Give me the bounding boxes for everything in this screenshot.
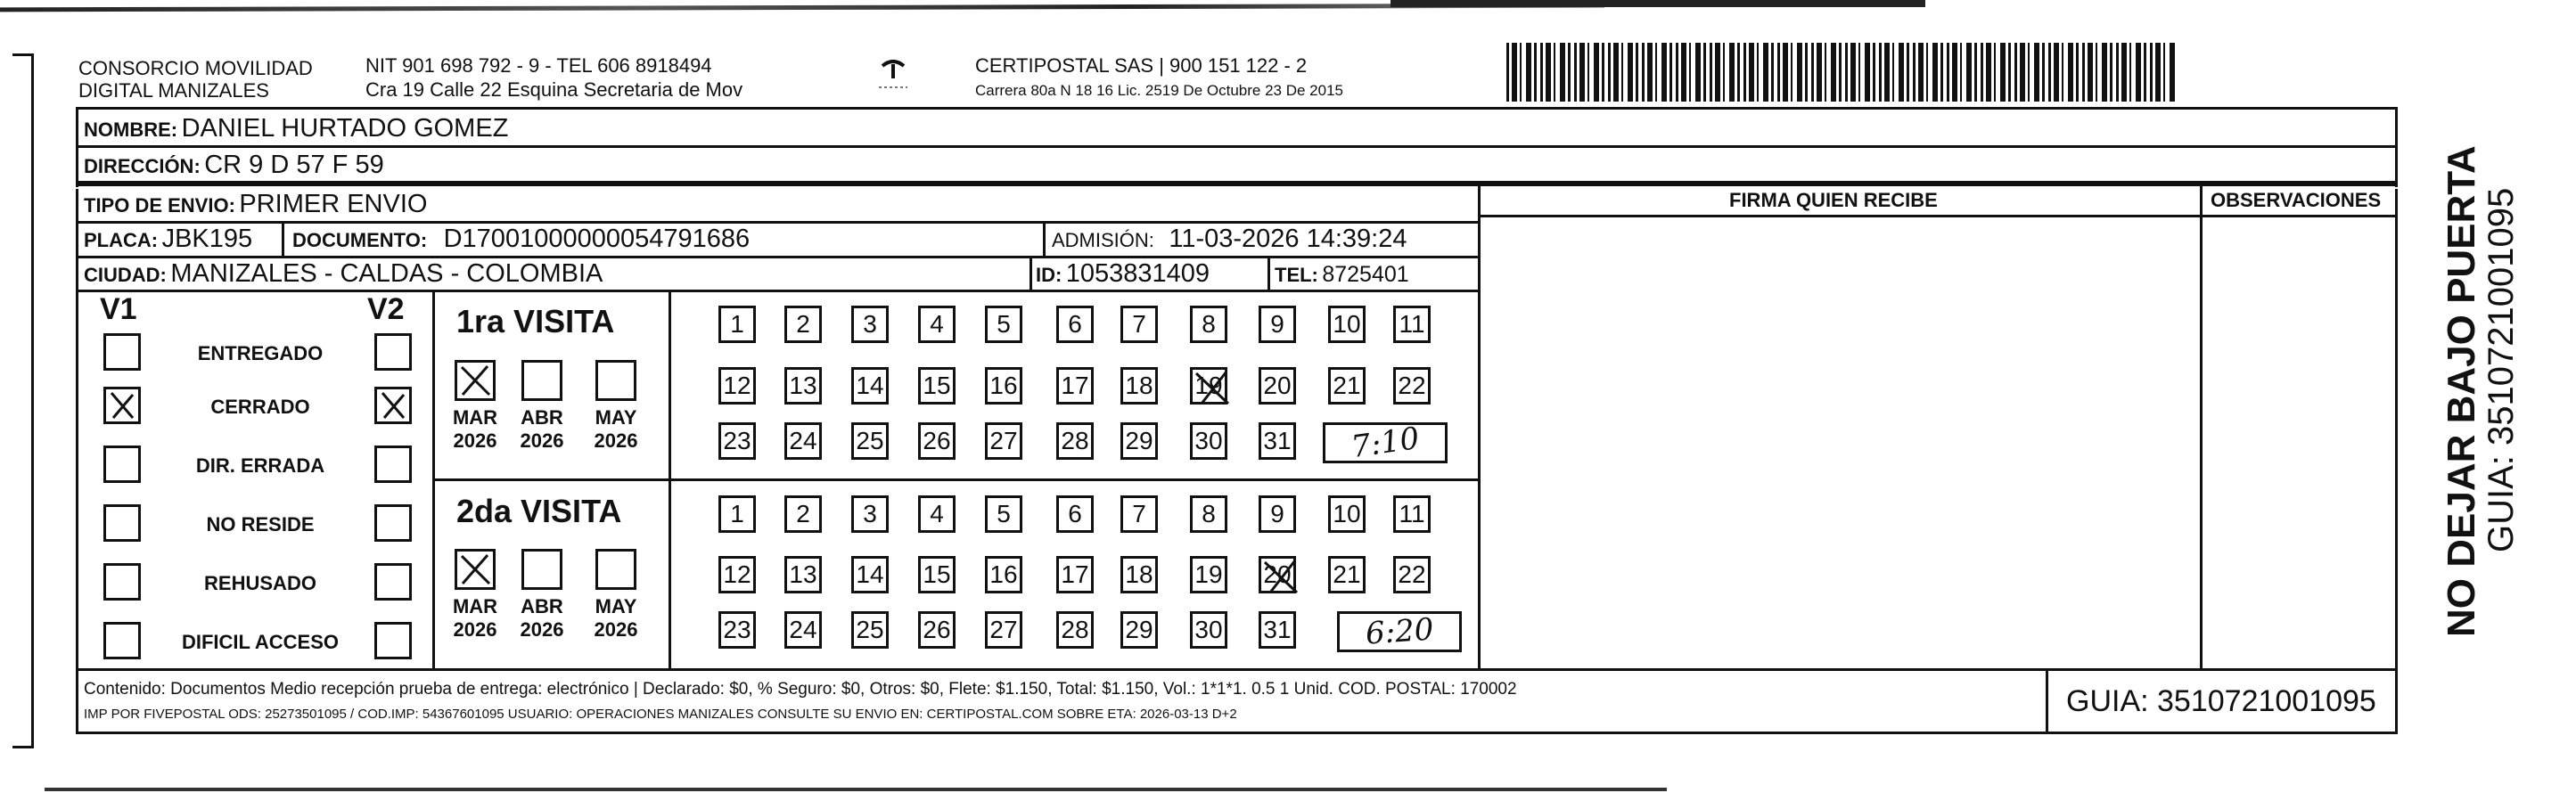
day-box[interactable] [851,611,889,649]
month-checkbox[interactable] [595,549,636,590]
day-box[interactable] [1120,556,1158,593]
day-number: 22 [1398,560,1426,588]
day-box[interactable] [851,422,889,460]
placa-field [84,226,252,252]
day-box[interactable] [718,422,756,460]
month-label [444,406,506,454]
day-number: 14 [856,372,884,399]
status-v2-checkbox[interactable] [374,622,412,659]
month-name: MAY [595,406,637,429]
handwritten-time-1 [1323,420,1448,466]
row-line [76,184,2398,186]
row-line [432,478,1480,481]
day-number: 22 [1398,372,1426,399]
month-year: 2026 [453,429,497,453]
day-number: 14 [856,560,884,588]
month-name: ABR [521,595,563,617]
carrier-logo-icon [875,57,911,93]
nombre-row [84,116,508,142]
col-line [1478,184,1481,670]
day-box[interactable] [1393,556,1431,593]
direccion-label: DIRECCIÓN: [84,155,201,177]
day-number: 10 [1333,310,1361,338]
nombre-value: DANIEL HURTADO GOMEZ [181,114,509,143]
day-box[interactable] [1120,306,1158,343]
day-number: 11 [1399,310,1425,338]
day-box[interactable] [784,422,822,460]
day-number: 25 [856,427,884,454]
day-box[interactable] [851,495,889,533]
documento-field [292,226,750,252]
day-number: 5 [997,310,1011,338]
day-box[interactable] [1259,306,1296,343]
status-v2-checkbox[interactable] [374,446,412,483]
id-label: ID: [1036,264,1062,286]
month-name: MAR [452,406,498,429]
col-line [282,221,284,257]
day-box[interactable] [851,306,889,343]
status-v1-checkbox[interactable] [103,622,141,659]
day-number: 4 [930,310,944,338]
row-line [76,145,2398,148]
day-box[interactable] [1190,495,1227,533]
day-number: 18 [1125,560,1153,588]
month-label [511,595,573,642]
day-box[interactable] [718,556,756,593]
day-number: 21 [1333,560,1361,588]
day-box[interactable] [784,306,822,343]
day-number: 26 [923,616,951,643]
day-number: 27 [989,616,1018,643]
documento-value: D17001000000054791686 [443,225,751,253]
ciudad-field [84,261,603,287]
handwritten-time-1-text: 7:10 [1349,420,1422,466]
day-number: 19 [1194,372,1223,399]
status-option-label: REHUSADO [204,572,316,594]
day-number: 6 [1068,310,1082,338]
day-number: 24 [789,427,817,454]
day-number: 11 [1399,500,1425,527]
day-box[interactable] [1259,367,1296,405]
direccion-row [84,152,384,178]
day-box[interactable] [718,495,756,533]
admision-label: ADMISIÓN: [1052,229,1154,251]
status-v1-checkbox[interactable] [103,387,141,424]
day-number: 20 [1263,560,1292,588]
row-line [76,187,2398,189]
day-box[interactable] [918,367,956,405]
day-number: 15 [923,560,951,588]
day-box[interactable] [1056,422,1094,460]
direccion-value: CR 9 D 57 F 59 [204,151,384,179]
day-number: 9 [1270,310,1284,338]
day-number: 19 [1194,560,1223,588]
day-box[interactable] [1328,306,1366,343]
status-option-label: ENTREGADO [197,342,324,364]
day-box[interactable] [1190,306,1227,343]
col-line [1043,221,1046,257]
day-box[interactable] [1393,367,1431,405]
id-value: 1053831409 [1065,259,1210,288]
col-line [1030,256,1032,291]
month-name: ABR [521,406,563,429]
day-box[interactable] [718,367,756,405]
month-checkbox[interactable] [455,360,496,401]
day-number: 1 [730,310,744,338]
day-number: 10 [1333,500,1361,527]
day-box[interactable] [784,495,822,533]
day-number: 29 [1125,427,1153,454]
day-box[interactable] [1120,422,1158,460]
day-number: 12 [723,560,751,588]
day-box[interactable] [1259,556,1296,593]
day-number: 8 [1202,310,1216,338]
sender-name-1: CONSORCIO MOVILIDAD [78,57,313,79]
day-box[interactable] [1259,495,1296,533]
admision-field [1052,226,1407,252]
handwritten-time-2 [1337,611,1462,652]
day-number: 3 [863,310,877,338]
month-label [444,595,506,642]
status-v2-checkbox[interactable] [374,563,412,601]
status-option-label: DIFICIL ACCESO [181,631,339,653]
carrier-line-2: Carrera 80a N 18 16 Lic. 2519 De Octubre 23 De 2015 [975,82,1343,99]
month-label [585,406,647,454]
col-line [2200,184,2203,670]
day-number: 8 [1202,500,1216,527]
day-box[interactable] [985,367,1022,405]
day-box[interactable] [1190,367,1227,405]
tipo-envio-row [84,192,427,217]
status-v2-checkbox[interactable] [374,504,412,542]
row-line [1478,215,2398,217]
day-number: 27 [989,427,1018,454]
day-number: 31 [1263,616,1292,643]
day-number: 13 [789,560,817,588]
status-v2-checkbox[interactable] [374,387,412,424]
day-number: 21 [1333,372,1361,399]
placa-label: PLACA: [84,229,159,251]
col-line [1267,256,1270,291]
day-box[interactable] [718,611,756,649]
day-box[interactable] [918,556,956,593]
day-number: 24 [789,616,817,643]
day-box[interactable] [1056,556,1094,593]
day-number: 28 [1061,616,1089,643]
footer-guia: GUIA: 3510721001095 [2066,684,2376,718]
month-checkbox[interactable] [455,549,496,590]
day-box[interactable] [1190,556,1227,593]
status-v1-checkbox[interactable] [103,504,141,542]
month-year: 2026 [520,429,564,453]
day-number: 7 [1132,310,1146,338]
day-box[interactable] [1120,367,1158,405]
admision-value: 11-03-2026 14:39:24 [1169,225,1407,253]
day-box[interactable] [985,422,1022,460]
day-box[interactable] [985,556,1022,593]
day-box[interactable] [851,367,889,405]
day-number: 28 [1061,427,1089,454]
day-box[interactable] [784,556,822,593]
scan-edge-top [0,4,1604,12]
margin-bracket [12,53,34,748]
month-name: MAR [452,595,498,617]
observaciones-header: OBSERVACIONES [2211,189,2382,211]
day-number: 30 [1194,616,1223,643]
sender-name-2: DIGITAL MANIZALES [78,79,269,102]
day-box[interactable] [1056,367,1094,405]
day-number: 23 [723,427,751,454]
month-checkbox[interactable] [521,549,562,590]
day-number: 17 [1061,560,1089,588]
day-number: 5 [997,500,1011,527]
day-box[interactable] [1190,422,1227,460]
tel-value: 8725401 [1322,262,1409,287]
row-line [76,221,1480,224]
month-year: 2026 [594,429,638,453]
handwritten-time-2-text: 6:20 [1364,611,1435,652]
v2-label: V2 [367,292,405,326]
day-number: 7 [1132,500,1146,527]
status-v1-checkbox[interactable] [103,563,141,601]
carrier-line-1: CERTIPOSTAL SAS | 900 151 122 - 2 [975,54,1308,77]
visit1-title: 1ra VISITA [456,303,615,339]
v1-label: V1 [100,292,137,326]
day-number: 16 [989,372,1018,399]
tipo-envio-value: PRIMER ENVIO [239,190,428,218]
day-number: 17 [1061,372,1089,399]
day-box[interactable] [718,306,756,343]
day-box[interactable] [1259,611,1296,649]
documento-label: DOCUMENTO: [292,229,428,251]
day-number: 26 [923,427,951,454]
month-checkbox[interactable] [595,360,636,401]
day-number: 15 [923,372,951,399]
day-box[interactable] [1190,611,1227,649]
tel-label: TEL: [1275,264,1318,286]
day-number: 25 [856,616,884,643]
placa-value: JBK195 [161,225,253,253]
day-number: 6 [1068,500,1082,527]
day-number: 1 [730,500,744,527]
sender-nit-tel: NIT 901 698 792 - 9 - TEL 606 8918494 [365,54,712,77]
day-box[interactable] [918,495,956,533]
sender-address: Cra 19 Calle 22 Esquina Secretaria de Mov [365,78,743,101]
day-number: 2 [796,500,810,527]
day-number: 29 [1125,616,1153,643]
day-box[interactable] [851,556,889,593]
day-number: 30 [1194,427,1223,454]
status-v1-checkbox[interactable] [103,333,141,371]
day-box[interactable] [985,495,1022,533]
id-field [1036,261,1210,287]
day-box[interactable] [1120,495,1158,533]
month-year: 2026 [594,618,638,642]
day-box[interactable] [918,422,956,460]
month-label [585,595,647,642]
status-option-label: NO RESIDE [206,513,315,535]
month-checkbox[interactable] [521,360,562,401]
ciudad-label: CIUDAD: [84,264,167,286]
month-year: 2026 [520,618,564,642]
visit2-title: 2da VISITA [456,493,622,529]
row-line [76,668,2398,671]
day-number: 23 [723,616,751,643]
day-number: 12 [723,372,751,399]
day-box[interactable] [784,611,822,649]
day-box[interactable] [1393,495,1431,533]
day-number: 9 [1270,500,1284,527]
day-box[interactable] [985,306,1022,343]
barcode [1506,43,2175,102]
day-number: 31 [1263,427,1292,454]
day-box[interactable] [918,306,956,343]
day-number: 4 [930,500,944,527]
day-box[interactable] [1393,306,1431,343]
scan-edge-bottom [45,788,1667,791]
day-box[interactable] [784,367,822,405]
day-number: 16 [989,560,1018,588]
tipo-envio-label: TIPO DE ENVIO: [84,194,235,217]
day-box[interactable] [1120,611,1158,649]
tel-field [1275,264,1409,286]
day-box[interactable] [918,611,956,649]
status-v2-checkbox[interactable] [374,333,412,371]
status-option-label: CERRADO [210,396,310,418]
day-box[interactable] [1328,367,1366,405]
scan-edge-top-right [1391,0,1925,7]
day-box[interactable] [1259,422,1296,460]
side-title: NO DEJAR BAJO PUERTA [2440,145,2483,637]
day-box[interactable] [1056,495,1094,533]
footer-line-1: Contenido: Documentos Medio recepción prueba de entrega: electrónico | Declarado: $0, % Seguro: $0, Otros: $0, Flete: $1.150, Total: $1.150, Vol.: 1*1*1. 0.5 1 Unid. COD. POSTAL: 170002 [84,680,1517,699]
col-line [2046,668,2048,734]
status-option-label: DIR. ERRADA [195,454,325,477]
day-number: 13 [789,372,817,399]
footer-line-2: IMP POR FIVEPOSTAL ODS: 25273501095 / COD.IMP: 54367601095 USUARIO: OPERACIONES MANIZALES CONSULTE SU ENVIO EN: CERTIPOSTAL.COM SOBRE ETA: 2026-03-13 D+2 [84,707,1237,722]
day-number: 20 [1263,372,1292,399]
side-guia: GUIA: 3510721001095 [2482,187,2521,552]
day-box[interactable] [1056,306,1094,343]
day-box[interactable] [1328,556,1366,593]
day-box[interactable] [985,611,1022,649]
month-year: 2026 [453,618,497,642]
ciudad-value: MANIZALES - CALDAS - COLOMBIA [170,259,603,288]
day-number: 18 [1125,372,1153,399]
day-box[interactable] [1056,611,1094,649]
firma-header: FIRMA QUIEN RECIBE [1729,189,1938,211]
status-v1-checkbox[interactable] [103,446,141,483]
month-label [511,406,573,454]
day-number: 2 [796,310,810,338]
nombre-label: NOMBRE: [84,119,178,141]
month-name: MAY [595,595,637,617]
day-box[interactable] [1328,495,1366,533]
day-number: 3 [863,500,877,527]
